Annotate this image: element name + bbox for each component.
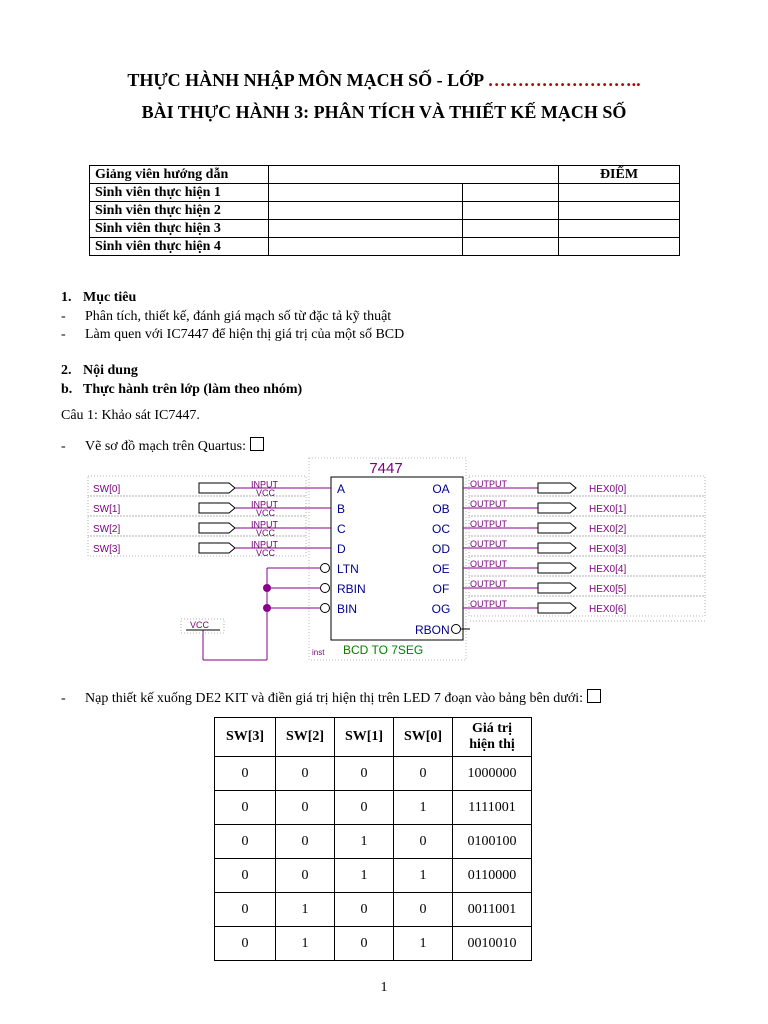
table-cell[interactable] — [269, 220, 463, 238]
task-text: Nạp thiết kế xuống DE2 KIT và điền giá trị hiện thị trên LED 7 đoạn vào bảng bên dưới: — [85, 691, 584, 706]
table-cell[interactable] — [559, 184, 680, 202]
input-pin-name: SW[1] — [93, 504, 121, 515]
switch-value-cell: 0 — [394, 757, 453, 791]
chip-pin-label: OB — [432, 502, 450, 516]
switch-value-cell: 0 — [276, 757, 335, 791]
column-header — [453, 718, 532, 757]
vcc-label: VCC — [256, 488, 276, 498]
header-line: hiện thị — [469, 737, 515, 752]
output-pin-name: HEX0[4] — [589, 564, 627, 575]
table-cell[interactable] — [559, 202, 680, 220]
table-row — [215, 791, 532, 825]
switch-value-cell: 0 — [215, 859, 276, 893]
input-label: INPUT — [251, 519, 278, 530]
switch-value-cell: 0 — [276, 859, 335, 893]
section-2-heading — [61, 361, 138, 380]
input-pin-name: SW[2] — [93, 524, 121, 535]
output-pin-name: HEX0[3] — [589, 544, 627, 555]
bullet: - — [61, 439, 66, 454]
output-pin-symbol — [538, 523, 576, 533]
chip-pin-label: LTN — [337, 562, 359, 576]
table-cell: Sinh viên thực hiện 4 — [90, 238, 269, 256]
table-cell[interactable] — [269, 184, 463, 202]
table-row — [215, 825, 532, 859]
table-cell[interactable] — [559, 220, 680, 238]
chip-pin-label: OG — [431, 602, 451, 616]
table-cell[interactable] — [269, 166, 559, 184]
inversion-bubble — [321, 564, 330, 573]
switch-value-cell: 0 — [394, 825, 453, 859]
task-draw-circuit — [61, 437, 264, 456]
output-pin-name: HEX0[6] — [589, 604, 627, 615]
inversion-bubble — [321, 584, 330, 593]
list-item — [61, 325, 404, 344]
display-value-cell: 0011001 — [453, 893, 532, 927]
switch-value-cell: 0 — [394, 893, 453, 927]
switch-value-cell: 0 — [276, 825, 335, 859]
section-number: 2. — [61, 363, 72, 378]
table-row — [90, 184, 680, 202]
list-item-text: Phân tích, thiết kế, đánh giá mạch số từ đặc tả kỹ thuật — [85, 309, 392, 324]
table-row — [215, 927, 532, 961]
bullet: - — [61, 691, 66, 706]
list-item-text: Làm quen với IC7447 để hiện thị giá trị của một số BCD — [85, 327, 405, 342]
page-number: 1 — [380, 980, 388, 995]
display-value-cell: 0010010 — [453, 927, 532, 961]
table-row — [90, 220, 680, 238]
chip-pin-label: OC — [432, 522, 450, 536]
switch-value-cell: 1 — [276, 927, 335, 961]
vcc-label: VCC — [256, 508, 276, 518]
display-value-cell: 1111001 — [453, 791, 532, 825]
input-pin-name: SW[0] — [93, 484, 121, 495]
switch-value-cell: 0 — [335, 927, 394, 961]
switch-value-cell: 0 — [215, 927, 276, 961]
chip-label: BCD TO 7SEG — [343, 643, 424, 657]
task-text: Vẽ sơ đồ mạch trên Quartus: — [85, 439, 246, 454]
output-label: OUTPUT — [470, 559, 507, 569]
question-1: Câu 1: Khảo sát IC7447. — [61, 408, 200, 423]
chip-pin-label: OF — [432, 582, 450, 596]
subsection-heading — [61, 380, 302, 399]
chip-pin-label: RBIN — [337, 582, 366, 596]
chip-pin-label: OA — [432, 482, 450, 496]
checkbox[interactable] — [250, 437, 264, 451]
score-header: ĐIỂM — [559, 166, 680, 184]
section-title: Nội dung — [83, 363, 138, 378]
output-label: OUTPUT — [470, 479, 507, 489]
vcc-source-label: VCC — [190, 620, 210, 630]
truth-table-body — [215, 757, 532, 961]
info-table — [89, 165, 680, 256]
document-subtitle: BÀI THỰC HÀNH 3: PHÂN TÍCH VÀ THIẾT KẾ MẠCH SỐ — [141, 102, 627, 122]
chip-pin-label: BIN — [337, 602, 358, 616]
switch-value-cell: 0 — [215, 791, 276, 825]
table-cell[interactable] — [269, 202, 463, 220]
table-cell[interactable] — [559, 238, 680, 256]
table-row — [90, 202, 680, 220]
table-cell: Sinh viên thực hiện 2 — [90, 202, 269, 220]
input-pin-symbol — [199, 503, 235, 513]
truth-table — [214, 717, 532, 961]
chip-pin-label: OD — [432, 542, 450, 556]
chip-pin-label: A — [337, 482, 346, 496]
input-label: INPUT — [251, 479, 278, 490]
switch-value-cell: 1 — [335, 859, 394, 893]
inversion-bubble — [321, 604, 330, 613]
section-number: b. — [61, 382, 73, 397]
chip-name: 7447 — [369, 460, 403, 477]
list-item — [61, 307, 391, 326]
output-pin-symbol — [538, 583, 576, 593]
header-line: Giá trị — [471, 721, 513, 736]
switch-value-cell: 1 — [276, 893, 335, 927]
vcc-label: VCC — [256, 528, 276, 538]
chip-pin-label: OE — [432, 562, 450, 576]
output-pin-name: HEX0[5] — [589, 584, 627, 595]
table-header-row — [215, 718, 532, 757]
table-cell[interactable] — [463, 202, 559, 220]
switch-value-cell: 1 — [335, 825, 394, 859]
section-number: 1. — [61, 290, 72, 305]
checkbox[interactable] — [587, 689, 601, 703]
input-pin-symbol — [199, 523, 235, 533]
section-1-heading — [61, 288, 136, 307]
input-pin-name: SW[3] — [93, 544, 121, 555]
section-title: Thực hành trên lớp (làm theo nhóm) — [83, 382, 303, 397]
table-cell[interactable] — [463, 238, 559, 256]
circuit-diagram — [0, 455, 768, 665]
table-cell: Giảng viên hướng dẫn — [90, 166, 269, 184]
output-pin-symbol — [538, 543, 576, 553]
display-value-cell: 0100100 — [453, 825, 532, 859]
output-pin-name: HEX0[2] — [589, 524, 627, 535]
output-pin-symbol — [538, 563, 576, 573]
output-pin-symbol — [538, 603, 576, 613]
inst-label: inst — [312, 648, 325, 657]
input-label: INPUT — [251, 539, 278, 550]
column-header: SW[2] — [276, 718, 335, 757]
switch-value-cell: 0 — [335, 791, 394, 825]
table-cell[interactable] — [463, 220, 559, 238]
vcc-label: VCC — [256, 548, 276, 558]
display-value-cell: 0110000 — [453, 859, 532, 893]
section-title: Mục tiêu — [83, 290, 137, 305]
output-label: OUTPUT — [470, 499, 507, 509]
document-title — [0, 70, 768, 91]
switch-value-cell: 1 — [394, 791, 453, 825]
switch-value-cell: 1 — [394, 859, 453, 893]
chip-pin-label: B — [337, 502, 346, 516]
output-pin-symbol — [538, 483, 576, 493]
table-cell: Sinh viên thực hiện 1 — [90, 184, 269, 202]
output-label: OUTPUT — [470, 599, 507, 609]
bullet: - — [61, 309, 66, 324]
table-row — [90, 238, 680, 256]
switch-value-cell: 1 — [394, 927, 453, 961]
input-label: INPUT — [251, 499, 278, 510]
column-header: SW[3] — [215, 718, 276, 757]
table-row — [215, 757, 532, 791]
table-cell[interactable] — [269, 238, 463, 256]
chip-pin-label: D — [337, 542, 346, 556]
output-label: OUTPUT — [470, 579, 507, 589]
table-cell: Sinh viên thực hiện 3 — [90, 220, 269, 238]
title-line1: THỰC HÀNH NHẬP MÔN MẠCH SỐ - LỚP — [127, 70, 484, 90]
output-label: OUTPUT — [470, 519, 507, 529]
column-header: SW[1] — [335, 718, 394, 757]
class-blank: …………………….. — [487, 70, 641, 90]
output-pin-symbol — [538, 503, 576, 513]
chip-pin-label: RBON — [415, 623, 450, 637]
table-cell[interactable] — [463, 184, 559, 202]
display-value-cell: 1000000 — [453, 757, 532, 791]
output-label: OUTPUT — [470, 539, 507, 549]
table-row — [215, 893, 532, 927]
output-pin-name: HEX0[0] — [589, 484, 627, 495]
column-header: SW[0] — [394, 718, 453, 757]
bullet: - — [61, 327, 66, 342]
junction-dot — [263, 604, 271, 612]
switch-value-cell: 0 — [215, 757, 276, 791]
switch-value-cell: 0 — [335, 757, 394, 791]
inversion-bubble — [452, 625, 461, 634]
switch-value-cell: 0 — [215, 825, 276, 859]
table-row — [90, 166, 680, 184]
chip-pin-label: C — [337, 522, 346, 536]
switch-value-cell: 0 — [335, 893, 394, 927]
output-pin-name: HEX0[1] — [589, 504, 627, 515]
switch-value-cell: 0 — [276, 791, 335, 825]
switch-value-cell: 0 — [215, 893, 276, 927]
junction-dot — [263, 584, 271, 592]
table-row — [215, 859, 532, 893]
task-load-kit — [61, 689, 601, 708]
input-pin-symbol — [199, 483, 235, 493]
input-pin-symbol — [199, 543, 235, 553]
